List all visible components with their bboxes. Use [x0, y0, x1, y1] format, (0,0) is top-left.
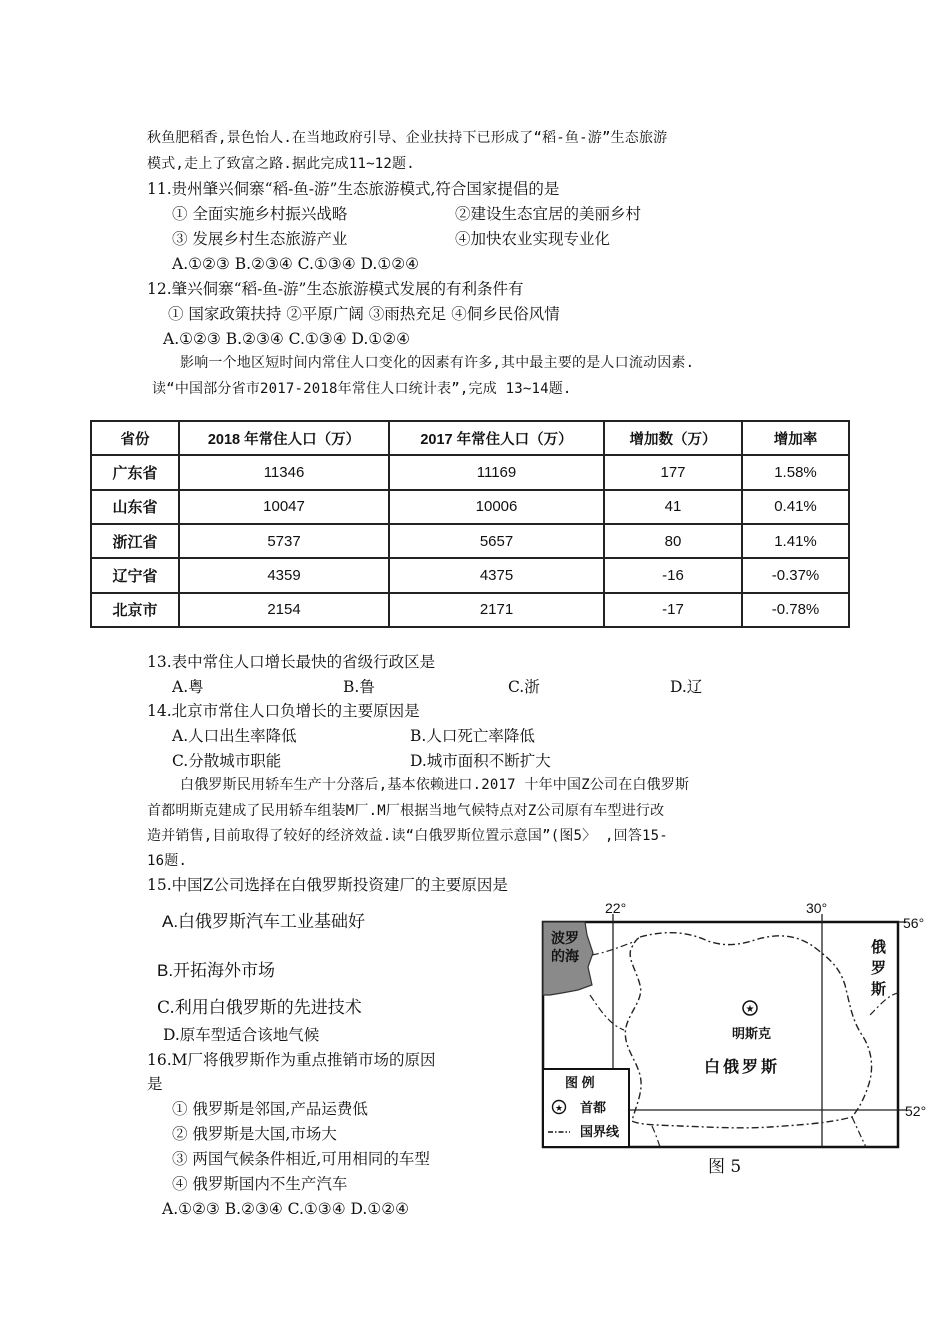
- table-row: [91, 455, 849, 489]
- question-14-option-c: C.分散城市职能: [172, 752, 282, 770]
- question-16-option-1: ① 俄罗斯是邻国,产品运费低: [172, 1100, 368, 1118]
- map-label-lat-52: 52°: [905, 1103, 927, 1119]
- map-label-russia-2: 罗: [871, 960, 887, 977]
- question-11-stem: 11.贵州肇兴侗寨“稻-鱼-游”生态旅游模式,符合国家提倡的是: [147, 180, 560, 198]
- table-cell-province: 浙江省: [91, 524, 179, 558]
- table-cell: 2154: [179, 593, 389, 627]
- population-table: [90, 420, 850, 628]
- question-14-option-b: B.人口死亡率降低: [410, 727, 535, 745]
- table-cell: 5657: [389, 524, 604, 558]
- intro-line-1: 秋鱼肥稻香,景色怡人.在当地政府引导、企业扶持下已形成了“稻-鱼-游”生态旅游: [147, 130, 668, 146]
- table-cell: -0.78%: [742, 593, 849, 627]
- table-header: 省份: [91, 421, 179, 455]
- table-cell-province: 山东省: [91, 490, 179, 524]
- legend-capital-label: 首都: [580, 1100, 607, 1115]
- question-15-option-a: A.白俄罗斯汽车工业基础好: [162, 912, 366, 931]
- legend-title: 图 例: [565, 1075, 595, 1090]
- table-cell-province: 广东省: [91, 455, 179, 489]
- question-12-answers: A.①②③ B.②③④ C.①③④ D.①②④: [163, 330, 411, 348]
- table-cell: 5737: [179, 524, 389, 558]
- map-label-capital: 明斯克: [732, 1026, 772, 1041]
- table-cell-province: 北京市: [91, 593, 179, 627]
- table-cell: -0.37%: [742, 558, 849, 592]
- svg-text:★: ★: [554, 1103, 564, 1113]
- intro3-line-4: 16题.: [147, 853, 188, 869]
- question-13-option-c: C.浙: [508, 678, 540, 696]
- legend-border-label: 国界线: [580, 1124, 620, 1139]
- svg-text:★: ★: [745, 1004, 755, 1015]
- question-12-options: ① 国家政策扶持 ②平原广阔 ③雨热充足 ④侗乡民俗风情: [168, 305, 560, 323]
- table-row: [91, 490, 849, 524]
- table-cell: -17: [604, 593, 742, 627]
- table-cell: 0.41%: [742, 490, 849, 524]
- question-11-option-4: ④加快农业实现专业化: [455, 230, 611, 248]
- table-header: 2017 年常住人口（万）: [389, 421, 604, 455]
- table-header: 增加数（万）: [604, 421, 742, 455]
- map-label-baltic-2: 的海: [551, 948, 579, 964]
- question-11-option-3: ③ 发展乡村生态旅游产业: [172, 230, 348, 248]
- table-cell: 2171: [389, 593, 604, 627]
- table-header: 2018 年常住人口（万）: [179, 421, 389, 455]
- question-14-option-d: D.城市面积不断扩大: [410, 752, 551, 770]
- question-11-answers: A.①②③ B.②③④ C.①③④ D.①②④: [172, 255, 420, 273]
- intro2-line-2: 读“中国部分省市2017-2018年常住人口统计表”,完成 13~14题.: [152, 381, 572, 397]
- table-cell: 1.41%: [742, 524, 849, 558]
- map-label-lon-30: 30°: [806, 900, 828, 916]
- table-cell: 10006: [389, 490, 604, 524]
- question-15-option-b: B.开拓海外市场: [157, 961, 276, 980]
- question-15-option-d: D.原车型适合该地气候: [163, 1026, 320, 1044]
- question-16-stem: 16.M厂将俄罗斯作为重点推销市场的原因: [147, 1051, 436, 1069]
- table-header-row: [91, 421, 849, 455]
- map-label-lon-22: 22°: [605, 900, 627, 916]
- question-13-option-b: B.鲁: [343, 678, 375, 696]
- table-cell: 10047: [179, 490, 389, 524]
- intro3-line-3: 造并销售,目前取得了较好的经济效益.读“白俄罗斯位置示意国”(图5〉 ,回答15-: [147, 828, 668, 844]
- question-16-option-4: ④ 俄罗斯国内不生产汽车: [172, 1175, 348, 1193]
- question-16-option-3: ③ 两国气候条件相近,可用相同的车型: [172, 1150, 430, 1168]
- table-row: [91, 524, 849, 558]
- map-label-country: 白俄罗斯: [704, 1059, 781, 1076]
- question-13-option-a: A.粤: [172, 678, 204, 696]
- question-14-stem: 14.北京市常住人口负增长的主要原因是: [147, 702, 420, 720]
- map-label-russia-1: 俄: [871, 939, 887, 956]
- question-14-option-a: A.人口出生率降低: [172, 727, 297, 745]
- question-15-option-c: C.利用白俄罗斯的先进技术: [157, 998, 362, 1018]
- map-label-lat-56: 56°: [903, 915, 925, 931]
- table-cell: 80: [604, 524, 742, 558]
- question-15-stem: 15.中国Z公司选择在白俄罗斯投资建厂的主要原因是: [147, 876, 508, 894]
- table-cell: 177: [604, 455, 742, 489]
- map-label-baltic-1: 波罗: [551, 930, 579, 946]
- table-cell: 4375: [389, 558, 604, 592]
- table-row: [91, 593, 849, 627]
- intro-line-2: 模式,走上了致富之路.据此完成11~12题.: [147, 156, 415, 172]
- question-11-option-1: ① 全面实施乡村振兴战略: [172, 205, 348, 223]
- table-cell: -16: [604, 558, 742, 592]
- question-16-answers: A.①②③ B.②③④ C.①③④ D.①②④: [162, 1200, 410, 1218]
- question-12-stem: 12.肇兴侗寨“稻-鱼-游”生态旅游模式发展的有利条件有: [147, 280, 524, 298]
- table-cell: 11346: [179, 455, 389, 489]
- figure-caption: 图 5: [708, 1157, 742, 1177]
- question-13-option-d: D.辽: [670, 678, 703, 696]
- table-cell: 1.58%: [742, 455, 849, 489]
- table-cell-province: 辽宁省: [91, 558, 179, 592]
- table-cell: 11169: [389, 455, 604, 489]
- question-13-stem: 13.表中常住人口增长最快的省级行政区是: [147, 653, 436, 671]
- question-16-option-2: ② 俄罗斯是大国,市场大: [172, 1125, 337, 1143]
- table-header: 增加率: [742, 421, 849, 455]
- question-16-stem-end: 是: [147, 1075, 163, 1093]
- intro3-line-1: 白俄罗斯民用轿车生产十分落后,基本依赖进口.2017 十年中国Z公司在白俄罗斯: [180, 777, 690, 793]
- question-11-option-2: ②建设生态宜居的美丽乡村: [455, 205, 642, 223]
- table-row: [91, 558, 849, 592]
- intro3-line-2: 首都明斯克建成了民用轿车组装M厂.M厂根据当地气候特点对Z公司原有车型进行改: [147, 803, 665, 819]
- map-label-russia-3: 斯: [871, 981, 887, 998]
- table-cell: 4359: [179, 558, 389, 592]
- intro2-line-1: 影响一个地区短时间内常住人口变化的因素有许多,其中最主要的是人口流动因素.: [180, 355, 695, 371]
- table-cell: 41: [604, 490, 742, 524]
